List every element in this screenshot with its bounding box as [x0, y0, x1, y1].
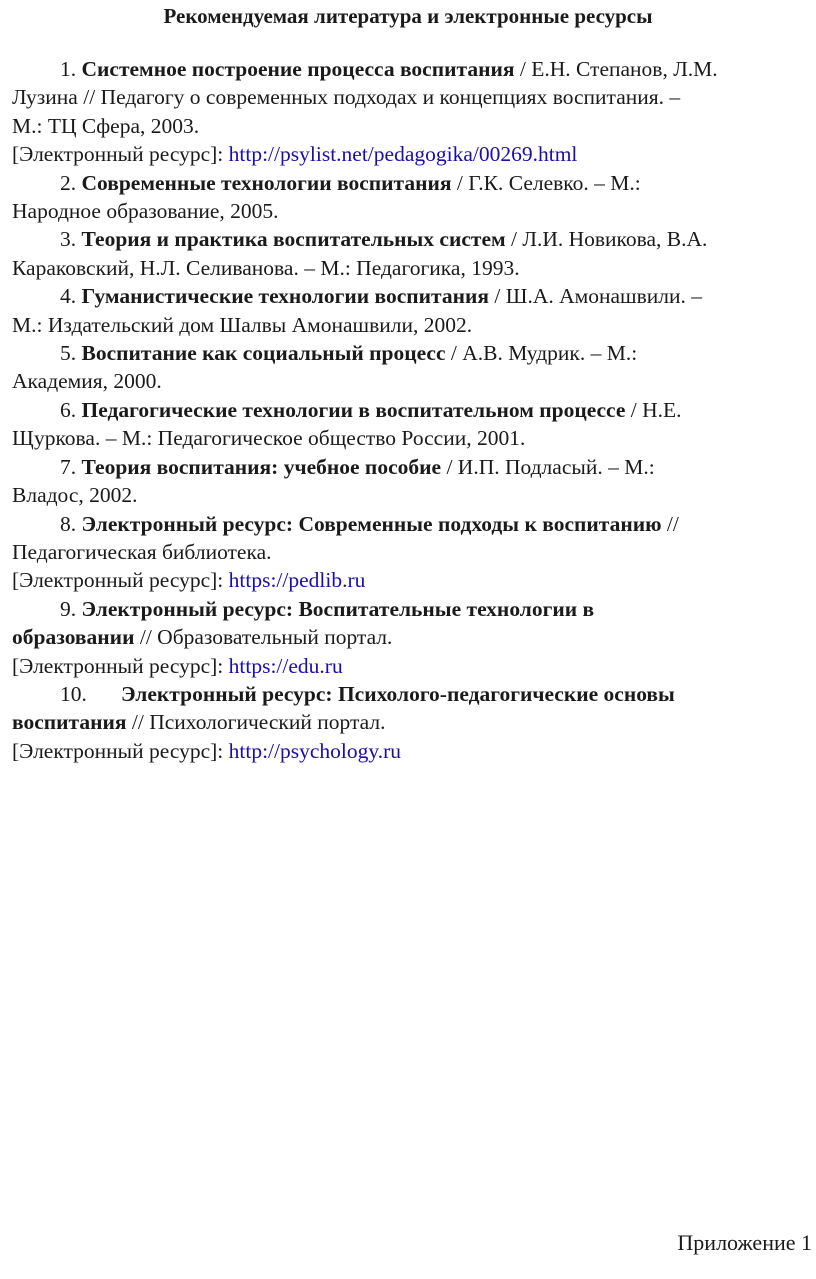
reference-publisher: М.: ТЦ Сфера, 2003. — [12, 113, 200, 138]
reference-title: Теория воспитания: учебное пособие — [81, 454, 442, 479]
resource-label: [Электронный ресурс]: — [12, 653, 229, 678]
resource-link[interactable]: http://psylist.net/pedagogika/00269.html — [228, 142, 578, 167]
reference-title: Гуманистические технологии воспитания — [81, 284, 490, 309]
reference-authors: / И.П. Подласый. – М.: — [441, 454, 655, 479]
appendix-label: Приложение 1 — [677, 1230, 812, 1255]
reference-continuation: Педагогическая библиотека. — [12, 539, 272, 564]
reference-title: Педагогические технологии в воспитательном процессе — [81, 397, 626, 422]
reference-item-1 — [12, 55, 804, 169]
reference-number: 9. — [60, 596, 77, 621]
reference-number: 5. — [60, 341, 77, 366]
reference-title: Системное построение процесса воспитания — [81, 57, 515, 81]
reference-continuation: М.: Издательский дом Шалвы Амонашвили, 2002. — [12, 312, 473, 337]
reference-title: Электронный ресурс: Психолого-педагогические основы — [121, 681, 675, 706]
reference-number: 3. — [60, 227, 77, 252]
reference-authors: / Ш.А. Амонашвили. – — [489, 284, 702, 309]
reference-number: 4. — [60, 284, 77, 309]
reference-source: // Образовательный портал. — [134, 625, 393, 650]
reference-authors: // — [661, 511, 679, 536]
page-title: Рекомендуемая литература и электронные ресурсы — [163, 4, 653, 28]
reference-continuation: Народное образование, 2005. — [12, 199, 279, 224]
resource-link[interactable]: http://psychology.ru — [228, 738, 402, 763]
reference-title: Электронный ресурс: Современные подходы к воспитанию — [81, 511, 662, 536]
resource-label: [Электронный ресурс]: — [12, 738, 229, 763]
reference-continuation: Щуркова. – М.: Педагогическое общество России, 2001. — [12, 426, 526, 451]
resource-label: [Электронный ресурс]: — [12, 568, 229, 593]
reference-continuation: Владос, 2002. — [12, 483, 138, 508]
reference-number: 10. — [60, 681, 87, 706]
reference-authors: / Л.И. Новикова, В.А. — [505, 227, 708, 252]
reference-title: Современные технологии воспитания — [81, 170, 452, 195]
reference-item-8 — [12, 510, 804, 595]
reference-item-5 — [12, 339, 804, 396]
reference-continuation: Лузина // Педагогу о современных подходах и концепциях воспитания. – — [12, 85, 681, 110]
reference-item-4 — [12, 282, 804, 339]
reference-title-continuation: образовании — [12, 625, 135, 650]
reference-number: 2. — [60, 170, 77, 195]
reference-continuation: Караковский, Н.Л. Селиванова. – М.: Педагогика, 1993. — [12, 255, 520, 280]
reference-number: 8. — [60, 511, 77, 536]
reference-number: 6. — [60, 397, 77, 422]
reference-continuation: Академия, 2000. — [12, 369, 162, 394]
reference-item-9 — [12, 595, 804, 680]
reference-item-2 — [12, 169, 804, 226]
reference-title-continuation: воспитания — [12, 710, 127, 735]
reference-authors: / Е.Н. Степанов, Л.М. — [514, 57, 718, 81]
reference-authors: / А.В. Мудрик. – М.: — [445, 341, 638, 366]
reference-item-3 — [12, 225, 804, 282]
reference-title: Воспитание как социальный процесс — [81, 341, 446, 366]
reference-source: // Психологический портал. — [126, 710, 386, 735]
reference-item-6 — [12, 396, 804, 453]
reference-authors: / Г.К. Селевко. – М.: — [451, 170, 641, 195]
reference-title: Электронный ресурс: Воспитательные технологии в — [81, 596, 595, 621]
reference-item-10 — [12, 680, 804, 765]
reference-number: 7. — [60, 454, 77, 479]
resource-link[interactable]: https://pedlib.ru — [228, 568, 366, 593]
reference-title: Теория и практика воспитательных систем — [81, 227, 506, 252]
reference-number: 1. — [60, 57, 77, 81]
resource-link[interactable]: https://edu.ru — [228, 653, 343, 678]
reference-authors: / Н.Е. — [625, 397, 682, 422]
reference-list — [12, 55, 804, 765]
resource-label: [Электронный ресурс]: — [12, 142, 229, 167]
reference-item-7 — [12, 453, 804, 510]
